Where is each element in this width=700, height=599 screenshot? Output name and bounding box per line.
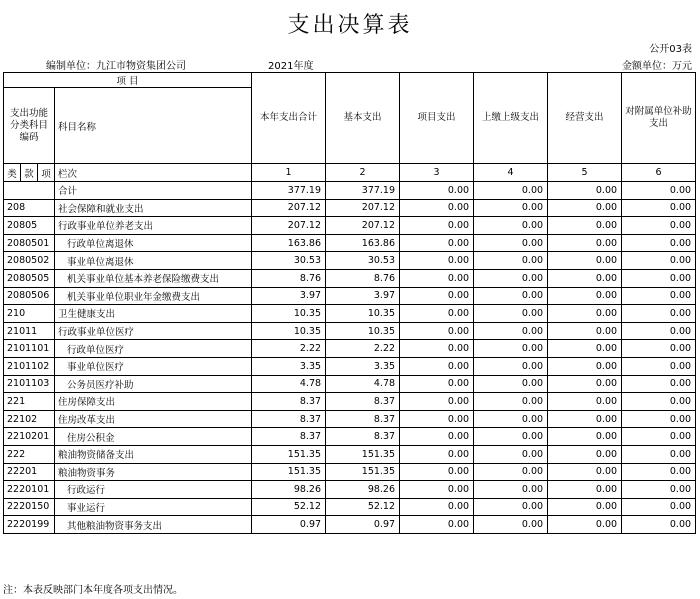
amount-cell: 377.19 bbox=[326, 182, 400, 200]
amount-cell: 52.12 bbox=[252, 498, 326, 516]
amount-cell: 3.97 bbox=[252, 287, 326, 305]
amount-cell: 8.37 bbox=[252, 393, 326, 411]
amount-cell: 0.00 bbox=[548, 516, 622, 534]
header-col-basic: 基本支出 bbox=[326, 73, 400, 164]
subject-name-cell: 其他粮油物资事务支出 bbox=[55, 516, 252, 534]
amount-cell: 0.00 bbox=[400, 199, 474, 217]
function-code-cell: 21011 bbox=[4, 322, 55, 340]
subject-name-cell: 事业运行 bbox=[55, 498, 252, 516]
header-col-business: 经营支出 bbox=[548, 73, 622, 164]
header-lei: 类 bbox=[4, 164, 21, 182]
amount-cell: 0.00 bbox=[400, 217, 474, 235]
subject-name-cell: 合计 bbox=[55, 182, 252, 200]
amount-cell: 0.00 bbox=[622, 375, 696, 393]
amount-cell: 0.00 bbox=[474, 234, 548, 252]
function-code-cell: 222 bbox=[4, 445, 55, 463]
amount-cell: 0.00 bbox=[622, 445, 696, 463]
table-row bbox=[4, 481, 696, 499]
table-row bbox=[4, 463, 696, 481]
subject-name-cell: 行政单位医疗 bbox=[55, 340, 252, 358]
table-row bbox=[4, 217, 696, 235]
amount-cell: 0.00 bbox=[622, 199, 696, 217]
table-row bbox=[4, 375, 696, 393]
amount-cell: 0.00 bbox=[400, 287, 474, 305]
subject-name-cell: 机关事业单位基本养老保险缴费支出 bbox=[55, 269, 252, 287]
table-row bbox=[4, 269, 696, 287]
table-row bbox=[4, 516, 696, 534]
subject-name-cell: 事业单位离退休 bbox=[55, 252, 252, 270]
amount-cell: 0.00 bbox=[548, 252, 622, 270]
function-code-cell: 210 bbox=[4, 305, 55, 323]
function-code-cell: 2080501 bbox=[4, 234, 55, 252]
subject-name-cell: 住房保障支出 bbox=[55, 393, 252, 411]
table-row bbox=[4, 428, 696, 446]
function-code-cell: 2220199 bbox=[4, 516, 55, 534]
amount-cell: 0.00 bbox=[474, 393, 548, 411]
amount-cell: 0.00 bbox=[548, 217, 622, 235]
amount-cell: 207.12 bbox=[252, 199, 326, 217]
amount-cell: 0.00 bbox=[400, 322, 474, 340]
amount-cell: 0.00 bbox=[548, 340, 622, 358]
amount-cell: 0.00 bbox=[548, 305, 622, 323]
amount-cell: 0.97 bbox=[252, 516, 326, 534]
header-col-subsidy: 对附属单位补助支出 bbox=[622, 73, 696, 164]
amount-cell: 0.00 bbox=[622, 393, 696, 411]
amount-cell: 151.35 bbox=[326, 463, 400, 481]
header-xiang: 项 bbox=[38, 164, 55, 182]
amount-cell: 0.00 bbox=[400, 375, 474, 393]
amount-cell: 0.00 bbox=[548, 287, 622, 305]
amount-cell: 0.00 bbox=[400, 463, 474, 481]
amount-cell: 0.00 bbox=[474, 410, 548, 428]
amount-cell: 0.97 bbox=[326, 516, 400, 534]
amount-cell: 0.00 bbox=[622, 322, 696, 340]
function-code-cell: 221 bbox=[4, 393, 55, 411]
subject-name-cell: 粮油物资事务 bbox=[55, 463, 252, 481]
amount-cell: 151.35 bbox=[326, 445, 400, 463]
function-code-cell: 22102 bbox=[4, 410, 55, 428]
amount-cell: 163.86 bbox=[326, 234, 400, 252]
amount-cell: 207.12 bbox=[252, 217, 326, 235]
amount-cell: 0.00 bbox=[400, 305, 474, 323]
amount-cell: 0.00 bbox=[400, 410, 474, 428]
col-number: 1 bbox=[252, 164, 326, 182]
organization-label: 编制单位：九江市物资集团公司 bbox=[46, 61, 186, 72]
amount-cell: 0.00 bbox=[622, 428, 696, 446]
table-row bbox=[4, 393, 696, 411]
header-lanci: 栏次 bbox=[55, 164, 252, 182]
amount-cell: 0.00 bbox=[474, 481, 548, 499]
amount-unit-label: 金额单位：万元 bbox=[622, 61, 692, 72]
header-kuan: 款 bbox=[21, 164, 38, 182]
amount-cell: 0.00 bbox=[400, 269, 474, 287]
amount-cell: 0.00 bbox=[400, 516, 474, 534]
function-code-cell: 208 bbox=[4, 199, 55, 217]
amount-cell: 0.00 bbox=[622, 287, 696, 305]
amount-cell: 0.00 bbox=[474, 269, 548, 287]
amount-cell: 0.00 bbox=[548, 481, 622, 499]
table-row bbox=[4, 357, 696, 375]
function-code-cell: 2210201 bbox=[4, 428, 55, 446]
amount-cell: 0.00 bbox=[474, 375, 548, 393]
amount-cell: 0.00 bbox=[474, 340, 548, 358]
function-code-cell: 20805 bbox=[4, 217, 55, 235]
subject-name-cell: 行政事业单位养老支出 bbox=[55, 217, 252, 235]
amount-cell: 0.00 bbox=[474, 199, 548, 217]
amount-cell: 8.76 bbox=[252, 269, 326, 287]
subject-name-cell: 住房公积金 bbox=[55, 428, 252, 446]
amount-cell: 8.37 bbox=[326, 410, 400, 428]
col-number: 4 bbox=[474, 164, 548, 182]
table-row bbox=[4, 182, 696, 200]
amount-cell: 0.00 bbox=[548, 375, 622, 393]
amount-cell: 0.00 bbox=[548, 410, 622, 428]
col-number: 5 bbox=[548, 164, 622, 182]
amount-cell: 30.53 bbox=[326, 252, 400, 270]
amount-cell: 0.00 bbox=[400, 234, 474, 252]
table-row bbox=[4, 445, 696, 463]
amount-cell: 0.00 bbox=[622, 182, 696, 200]
table-row bbox=[4, 410, 696, 428]
amount-cell: 0.00 bbox=[400, 393, 474, 411]
amount-cell: 8.76 bbox=[326, 269, 400, 287]
header-func-code: 支出功能分类科目编码 bbox=[4, 88, 55, 164]
function-code-cell: 2101102 bbox=[4, 357, 55, 375]
amount-cell: 3.35 bbox=[326, 357, 400, 375]
amount-cell: 0.00 bbox=[622, 340, 696, 358]
footnote: 注：本表反映部门本年度各项支出情况。 bbox=[3, 585, 183, 596]
amount-cell: 98.26 bbox=[252, 481, 326, 499]
amount-cell: 2.22 bbox=[252, 340, 326, 358]
amount-cell: 0.00 bbox=[400, 182, 474, 200]
table-row bbox=[4, 199, 696, 217]
subject-name-cell: 卫生健康支出 bbox=[55, 305, 252, 323]
table-row bbox=[4, 498, 696, 516]
table-row bbox=[4, 252, 696, 270]
amount-cell: 0.00 bbox=[622, 498, 696, 516]
table-body bbox=[4, 182, 696, 534]
amount-cell: 207.12 bbox=[326, 199, 400, 217]
amount-cell: 4.78 bbox=[326, 375, 400, 393]
function-code-cell: 2080505 bbox=[4, 269, 55, 287]
function-code-cell: 2220101 bbox=[4, 481, 55, 499]
subject-name-cell: 机关事业单位职业年金缴费支出 bbox=[55, 287, 252, 305]
amount-cell: 151.35 bbox=[252, 445, 326, 463]
amount-cell: 52.12 bbox=[326, 498, 400, 516]
amount-cell: 0.00 bbox=[400, 498, 474, 516]
subject-name-cell: 公务员医疗补助 bbox=[55, 375, 252, 393]
amount-cell: 10.35 bbox=[326, 305, 400, 323]
amount-cell: 8.37 bbox=[252, 410, 326, 428]
amount-cell: 8.37 bbox=[326, 393, 400, 411]
amount-cell: 0.00 bbox=[474, 463, 548, 481]
amount-cell: 0.00 bbox=[474, 357, 548, 375]
amount-cell: 8.37 bbox=[326, 428, 400, 446]
subject-name-cell: 住房改革支出 bbox=[55, 410, 252, 428]
function-code-cell: 22201 bbox=[4, 463, 55, 481]
amount-cell: 0.00 bbox=[548, 428, 622, 446]
amount-cell: 0.00 bbox=[474, 516, 548, 534]
function-code-cell: 2101101 bbox=[4, 340, 55, 358]
subject-name-cell: 行政事业单位医疗 bbox=[55, 322, 252, 340]
amount-cell: 0.00 bbox=[474, 445, 548, 463]
amount-cell: 0.00 bbox=[622, 357, 696, 375]
amount-cell: 0.00 bbox=[548, 498, 622, 516]
amount-cell: 377.19 bbox=[252, 182, 326, 200]
amount-cell: 3.35 bbox=[252, 357, 326, 375]
col-number: 3 bbox=[400, 164, 474, 182]
amount-cell: 207.12 bbox=[326, 217, 400, 235]
amount-cell: 98.26 bbox=[326, 481, 400, 499]
amount-cell: 0.00 bbox=[474, 305, 548, 323]
amount-cell: 0.00 bbox=[548, 463, 622, 481]
amount-cell: 10.35 bbox=[326, 322, 400, 340]
amount-cell: 10.35 bbox=[252, 305, 326, 323]
function-code-cell bbox=[4, 182, 55, 200]
amount-cell: 0.00 bbox=[548, 269, 622, 287]
amount-cell: 0.00 bbox=[622, 252, 696, 270]
subject-name-cell: 社会保障和就业支出 bbox=[55, 199, 252, 217]
table-row bbox=[4, 305, 696, 323]
amount-cell: 0.00 bbox=[474, 182, 548, 200]
amount-cell: 0.00 bbox=[400, 252, 474, 270]
amount-cell: 0.00 bbox=[474, 322, 548, 340]
amount-cell: 0.00 bbox=[400, 428, 474, 446]
amount-cell: 0.00 bbox=[622, 269, 696, 287]
amount-cell: 0.00 bbox=[622, 234, 696, 252]
amount-cell: 0.00 bbox=[622, 305, 696, 323]
amount-cell: 0.00 bbox=[548, 445, 622, 463]
amount-cell: 0.00 bbox=[548, 322, 622, 340]
table-row bbox=[4, 287, 696, 305]
amount-cell: 0.00 bbox=[400, 445, 474, 463]
function-code-cell: 2080502 bbox=[4, 252, 55, 270]
amount-cell: 0.00 bbox=[548, 393, 622, 411]
amount-cell: 8.37 bbox=[252, 428, 326, 446]
header-subject-name: 科目名称 bbox=[55, 88, 252, 164]
table-row bbox=[4, 322, 696, 340]
amount-cell: 30.53 bbox=[252, 252, 326, 270]
amount-cell: 0.00 bbox=[400, 340, 474, 358]
amount-cell: 0.00 bbox=[622, 217, 696, 235]
amount-cell: 0.00 bbox=[548, 357, 622, 375]
function-code-cell: 2220150 bbox=[4, 498, 55, 516]
expenditure-table bbox=[3, 72, 696, 534]
amount-cell: 3.97 bbox=[326, 287, 400, 305]
amount-cell: 0.00 bbox=[548, 234, 622, 252]
amount-cell: 0.00 bbox=[622, 410, 696, 428]
amount-cell: 0.00 bbox=[474, 498, 548, 516]
amount-cell: 0.00 bbox=[548, 199, 622, 217]
col-number: 6 bbox=[622, 164, 696, 182]
amount-cell: 0.00 bbox=[474, 252, 548, 270]
amount-cell: 2.22 bbox=[326, 340, 400, 358]
subject-name-cell: 粮油物资储备支出 bbox=[55, 445, 252, 463]
amount-cell: 0.00 bbox=[474, 217, 548, 235]
amount-cell: 163.86 bbox=[252, 234, 326, 252]
amount-cell: 0.00 bbox=[400, 357, 474, 375]
subject-name-cell: 行政运行 bbox=[55, 481, 252, 499]
table-row bbox=[4, 340, 696, 358]
function-code-cell: 2080506 bbox=[4, 287, 55, 305]
function-code-cell: 2101103 bbox=[4, 375, 55, 393]
page-title: 支出决算表 bbox=[287, 13, 413, 38]
amount-cell: 0.00 bbox=[622, 463, 696, 481]
amount-cell: 151.35 bbox=[252, 463, 326, 481]
amount-cell: 0.00 bbox=[474, 428, 548, 446]
amount-cell: 0.00 bbox=[474, 287, 548, 305]
subject-name-cell: 行政单位离退休 bbox=[55, 234, 252, 252]
amount-cell: 10.35 bbox=[252, 322, 326, 340]
header-project: 项 目 bbox=[4, 73, 252, 88]
amount-cell: 0.00 bbox=[622, 481, 696, 499]
table-row bbox=[4, 234, 696, 252]
amount-cell: 0.00 bbox=[548, 182, 622, 200]
fiscal-year: 2021年度 bbox=[268, 61, 314, 72]
amount-cell: 0.00 bbox=[622, 516, 696, 534]
amount-cell: 4.78 bbox=[252, 375, 326, 393]
amount-cell: 0.00 bbox=[400, 481, 474, 499]
subject-name-cell: 事业单位医疗 bbox=[55, 357, 252, 375]
col-number: 2 bbox=[326, 164, 400, 182]
header-col-project: 项目支出 bbox=[400, 73, 474, 164]
header-col-total: 本年支出合计 bbox=[252, 73, 326, 164]
form-number: 公开03表 bbox=[649, 44, 692, 55]
header-col-upper: 上缴上级支出 bbox=[474, 73, 548, 164]
